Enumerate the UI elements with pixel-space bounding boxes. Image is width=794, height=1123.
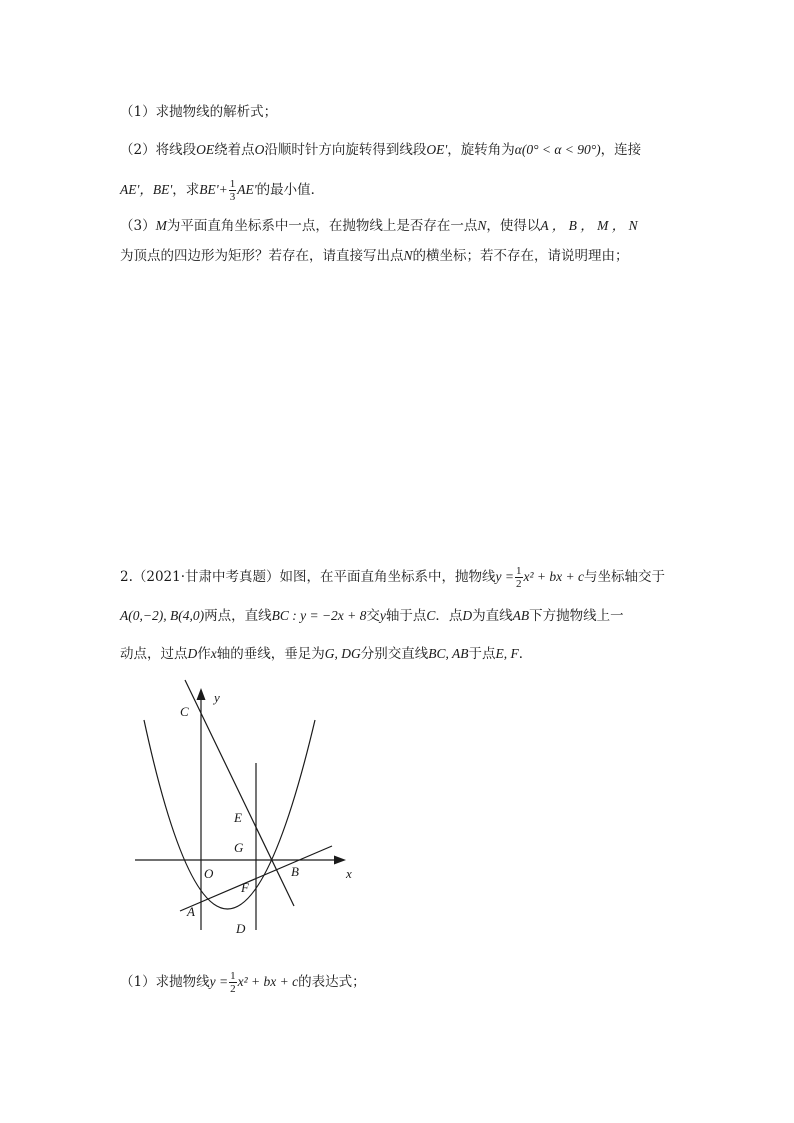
q1-part2-line1: （2）将线段OE绕着点O沿顺时针方向旋转得到线段OE'，旋转角为α(0° < α < 90°)，连接 [120,142,642,158]
x-axis-arrow [334,856,346,865]
q1-part2-line2: AE'，BE'，求BE'+ $\frac{1}{3}$ AE'的最小值． [120,178,325,203]
label-g: G [234,840,244,855]
q1-part3-line2: 为顶点的四边形为矩形？若存在，请直接写出点N的横坐标；若不存在，请说明理由； [120,248,629,264]
parabola-curve [144,720,315,909]
q2-intro-line1: 2.（2021·甘肃中考真题）如图，在平面直角坐标系中，抛物线y = $\frac{1}{2}$ x² + bx + c与坐标轴交于 [120,565,666,590]
q2-intro-line3: 动点，过点D作x轴的垂线，垂足为G, DG分别交直线BC, AB于点E, F． [120,646,533,662]
parabola-figure [128,678,368,943]
label-b: B [291,864,299,879]
fraction: $\frac{1}{2}$ [516,565,522,590]
label-c: C [180,704,189,719]
label-f: F [241,880,249,895]
label-o: O [204,866,214,881]
label-x: x [346,866,352,881]
fraction: $\frac{1}{2}$ [230,970,236,995]
y-axis-arrow [197,688,206,700]
label-e: E [234,810,242,825]
label-a: A [187,904,195,919]
q1-part3-line1: （3）M为平面直角坐标系中一点，在抛物线上是否存在一点N，使得以A ， B ， M ， N [120,218,638,234]
fraction: $\frac{1}{3}$ [229,178,236,203]
q1-part1: （1）求抛物线的解析式； [120,104,278,120]
label-y: y [214,690,220,705]
q2-intro-line2: A(0,−2), B(4,0)两点，直线BC : y = −2x + 8交y轴于点C．点D为直线AB下方抛物线上一 [120,608,624,624]
label-d: D [236,921,246,936]
q2-sub1: （1）求抛物线y = $\frac{1}{2}$ x² + bx + c的表达式； [120,970,366,995]
